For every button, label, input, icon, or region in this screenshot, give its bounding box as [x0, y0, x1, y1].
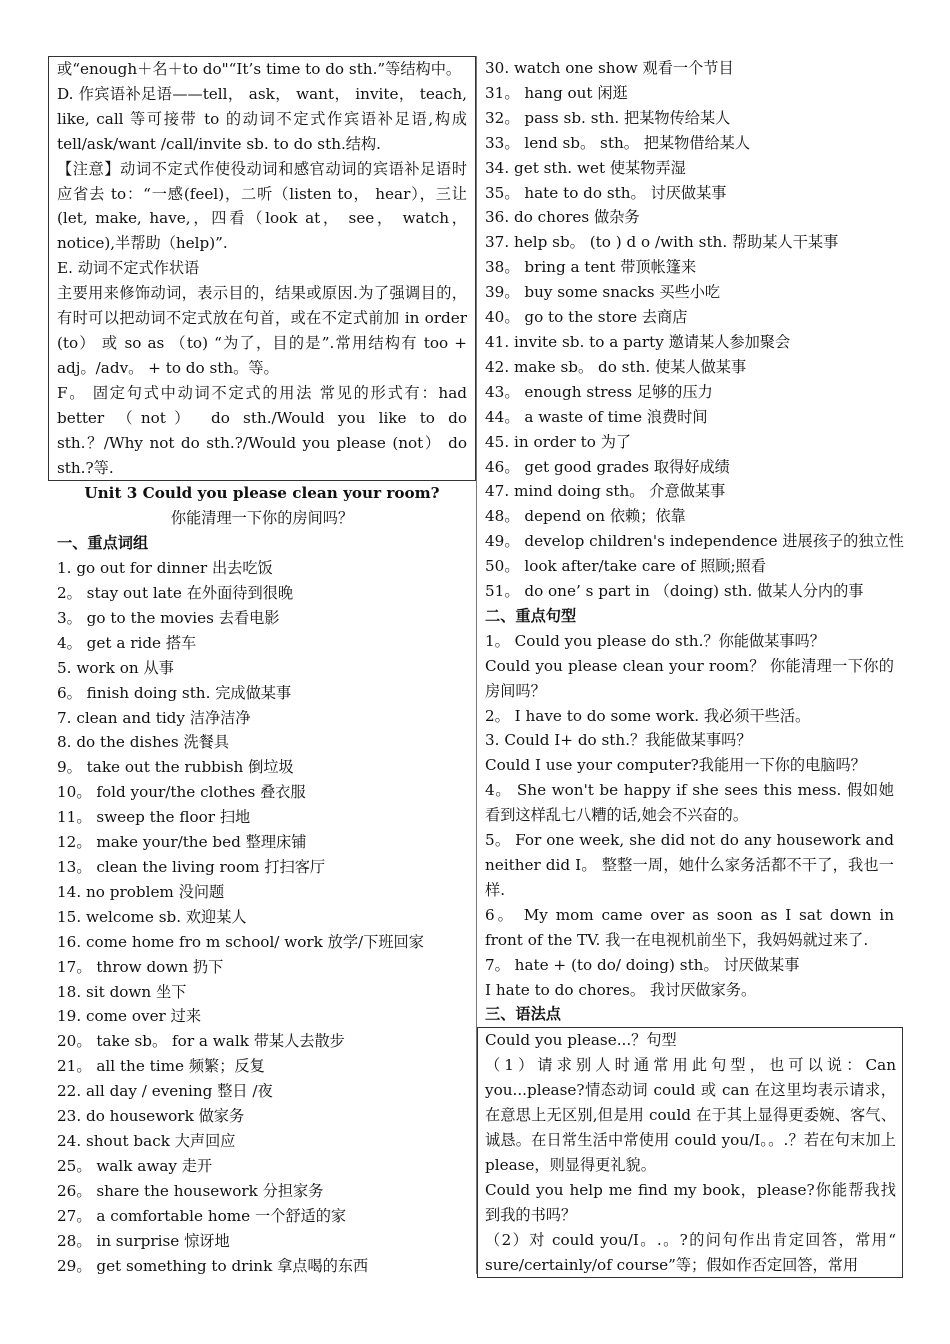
phrase-item: 21。 all the time 频繁；反复	[57, 1057, 265, 1076]
phrase-item: 25。 walk away 走开	[57, 1156, 213, 1175]
sentence-item: Could you please clean your room？ 你能清理一下你的房间吗？	[485, 656, 894, 700]
section-heading: 一、重点词组	[57, 534, 149, 553]
phrase-item: 2。 stay out late 在外面待到很晚	[57, 584, 294, 603]
phrase-item: 35。 hate to do sth。 讨厌做某事	[485, 183, 727, 202]
phrase-item: 24. shout back 大声回应	[57, 1131, 236, 1150]
phrase-item: 15. welcome sb. 欢迎某人	[57, 907, 247, 926]
phrase-item: 27。 a comfortable home 一个舒适的家	[57, 1206, 347, 1225]
note-paragraph: F。 固定句式中动词不定式的用法 常见的形式有：had better （not） do sth./Would you like to do sth.？/Why not do sth.?/Would you please (not） do sth.?等.	[57, 383, 467, 477]
phrase-item: 4。 get a ride 搭车	[57, 633, 197, 652]
phrase-item: 5. work on 从事	[57, 658, 174, 677]
phrase-item: 43。 enough stress 足够的压力	[485, 382, 713, 401]
phrase-item: 12。 make your/the bed 整理床铺	[57, 833, 307, 852]
phrase-item: 1. go out for dinner 出去吃饭	[57, 559, 273, 578]
phrase-item: 18. sit down 坐下	[57, 982, 187, 1001]
note-paragraph: D. 作宾语补足语——tell， ask， want， invite， teach, like, call 等可接带 to 的动词不定式作宾语补足语,构成tell/ask/want /call/invite sb. to do sth.结构.	[57, 84, 467, 153]
phrase-item: 42. make sb。 do sth. 使某人做某事	[485, 357, 747, 376]
phrase-item: 33。 lend sb。 sth。 把某物借给某人	[485, 133, 751, 152]
section-heading: 三、语法点	[485, 1005, 561, 1024]
phrase-item: 3。 go to the movies 去看电影	[57, 608, 280, 627]
unit-subtitle: 你能清理一下你的房间吗？	[170, 509, 354, 528]
phrase-item: 19. come over 过来	[57, 1007, 202, 1026]
phrase-item: 31。 hang out 闲逛	[485, 83, 628, 102]
phrase-list	[48, 556, 476, 1278]
sentence-item: 5。 For one week, she did not do any housework and neither did I。 整整一周，她什么家务活都不干了，我也一样.	[485, 831, 894, 899]
grammar-box	[477, 1027, 903, 1278]
phrase-item: 48。 depend on 依赖；依靠	[485, 507, 686, 526]
sentence-item: 1。 Could you please do sth.？你能做某事吗？	[485, 631, 825, 650]
phrase-item: 22. all day / evening 整日 /夜	[57, 1082, 273, 1101]
sentence-item: Could I use your computer?我能用一下你的电脑吗？	[485, 756, 866, 775]
sentence-list	[477, 629, 903, 1003]
phrase-list-continued	[477, 56, 903, 604]
phrase-item: 38。 bring a tent 带顶帐篷来	[485, 258, 697, 277]
note-paragraph: 主要用来修饰动词，表示目的，结果或原因.为了强调目的，有时可以把动词不定式放在句首，或在不定式前加 in order (to） 或 so as （to) “为了，目的是”.常用结构有 too + adj。/adv。 + to do sth。等。	[57, 284, 467, 377]
sentence-item: 3. Could I+ do sth.？我能做某事吗？	[485, 731, 752, 750]
grammar-paragraph: （1）请求别人时通常用此句型，也可以说：Can you...please?情态动词 could 或 can 在这里均表示请求，在意思上无区别,但是用 could 在于其上显得更委婉、客气、诚恳。在日常生活中常使用 could you/I。。.？若在句末加上 please，则显得更礼貌。	[485, 1056, 896, 1174]
phrase-item: 29。 get something to drink 拿点喝的东西	[57, 1256, 369, 1275]
phrase-item: 50。 look after/take care of 照顾;照看	[485, 557, 766, 576]
sentence-item: 7。 hate + (to do/ doing) sth。 讨厌做某事	[485, 955, 800, 974]
grammar-paragraph: Could you help me find my book，please?你能帮我找到我的书吗？	[485, 1180, 896, 1224]
infinitive-notes-box	[48, 56, 476, 481]
section-heading: 二、重点句型	[485, 606, 577, 625]
phrase-item: 37. help sb。 (to ) d o /with sth. 帮助某人干某事	[485, 233, 839, 252]
phrase-item: 16. come home fro m school/ work 放学/下班回家	[57, 932, 424, 951]
note-paragraph: 或“enough＋名＋to do"“It’s time to do sth.”等结构中。	[57, 60, 462, 78]
phrase-item: 17。 throw down 扔下	[57, 957, 224, 976]
phrase-item: 32。 pass sb. sth. 把某物传给某人	[485, 108, 731, 127]
phrase-item: 39。 buy some snacks 买些小吃	[485, 283, 721, 302]
phrase-item: 7. clean and tidy 洁净洁净	[57, 708, 251, 727]
phrase-item: 45. in order to 为了	[485, 432, 632, 451]
phrase-item: 23. do housework 做家务	[57, 1107, 245, 1126]
note-paragraph: E. 动词不定式作状语	[57, 259, 200, 278]
phrase-item: 30. watch one show 观看一个节目	[485, 59, 734, 77]
phrase-item: 49。 develop children's independence 进展孩子的独立性	[485, 532, 904, 551]
grammar-paragraph: Could you please...？句型	[485, 1031, 677, 1050]
sentence-item: 6。 My mom came over as soon as I sat down in front of the TV. 我一在电视机前坐下，我妈妈就过来了.	[485, 905, 894, 949]
sentence-item: 2。 I have to do some work. 我必须干些活。	[485, 706, 811, 725]
phrase-item: 26。 share the housework 分担家务	[57, 1181, 324, 1200]
phrase-item: 47. mind doing sth。 介意做某事	[485, 482, 726, 501]
phrase-item: 20。 take sb。 for a walk 带某人去散步	[57, 1032, 345, 1051]
grammar-paragraph: （2）对 could you/I。.。?的问句作出肯定回答，常用“ sure/certainly/of course”等；假如作否定回答，常用	[485, 1230, 896, 1274]
phrase-item: 11。 sweep the floor 扫地	[57, 808, 251, 827]
phrase-item: 13。 clean the living room 打扫客厅	[57, 858, 326, 876]
unit-title: Unit 3 Could you please clean your room?	[84, 484, 440, 503]
phrase-item: 40。 go to the store 去商店	[485, 308, 688, 327]
phrase-item: 6。 finish doing sth. 完成做某事	[57, 683, 292, 702]
phrase-item: 34. get sth. wet 使某物弄湿	[485, 158, 686, 177]
phrase-item: 8. do the dishes 洗餐具	[57, 733, 230, 752]
phrase-item: 41. invite sb. to a party 邀请某人参加聚会	[485, 332, 791, 351]
phrase-item: 14. no problem 没问题	[57, 882, 225, 901]
phrase-item: 10。 fold your/the clothes 叠衣服	[57, 783, 306, 802]
phrase-item: 28。 in surprise 惊讶地	[57, 1231, 230, 1250]
phrase-item: 44。 a waste of time 浪费时间	[485, 407, 708, 426]
phrase-item: 36. do chores 做杂务	[485, 208, 640, 227]
left-column	[48, 56, 476, 1278]
phrase-item: 51。 do one’ s part in （doing) sth. 做某人分内的事	[485, 582, 864, 601]
sentence-item: I hate to do chores。 我讨厌做家务。	[485, 980, 757, 999]
phrase-item: 46。 get good grades 取得好成绩	[485, 457, 730, 476]
right-column	[476, 56, 903, 1274]
sentence-item: 4。 She won't be happy if she sees this mess. 假如她看到这样乱七八糟的话,她会不兴奋的。	[485, 781, 894, 825]
note-paragraph: 【注意】动词不定式作使役动词和感官动词的宾语补足语时应省去 to：“一感(feel)，二听（listen to， hear），三让(let, make, have,，四看（look at， see， watch，notice),半帮助（help)”.	[57, 159, 467, 253]
phrase-item: 9。 take out the rubbish 倒垃圾	[57, 758, 294, 777]
